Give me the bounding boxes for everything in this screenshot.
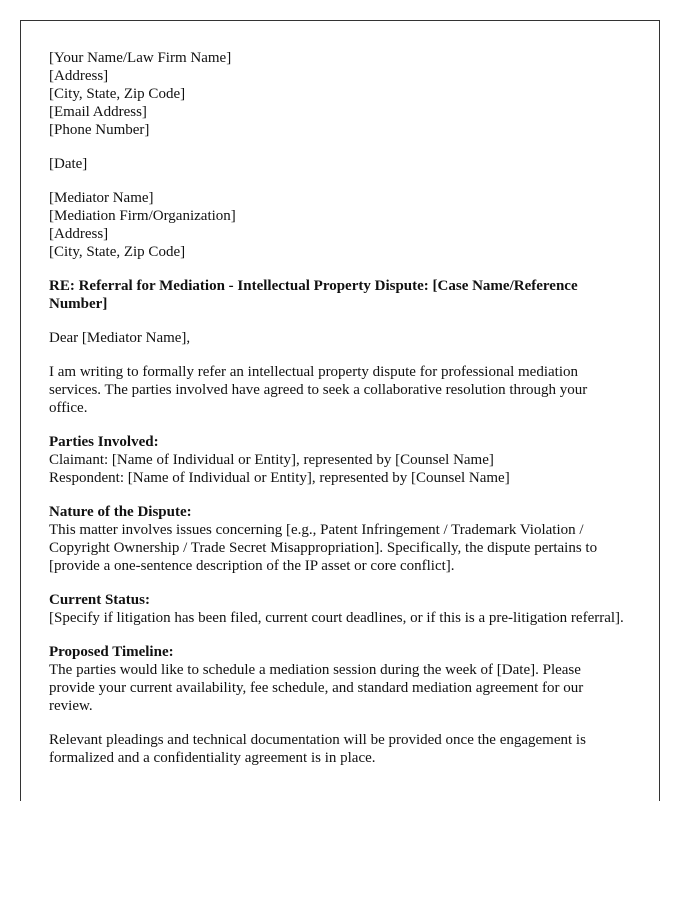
timeline-body: The parties would like to schedule a mediation session during the week of [Date]. Please provide your current availability, fee schedule, and standard mediation agreement for our review. (49, 662, 584, 714)
parties-section (49, 433, 629, 487)
intro-paragraph: I am writing to formally refer an intellectual property dispute for professional mediation services. The parties involved have agreed to seek a collaborative resolution through your office. (49, 364, 588, 416)
salutation: Dear [Mediator Name], (49, 330, 191, 346)
recipient-block (49, 189, 629, 261)
letter-content (49, 49, 629, 783)
timeline-heading: Proposed Timeline: (49, 644, 174, 660)
recipient-organization: [Mediation Firm/Organization] (49, 208, 236, 224)
subject-line: RE: Referral for Mediation - Intellectual Property Dispute: [Case Name/Reference Number] (49, 278, 578, 312)
letter-page (20, 20, 660, 801)
status-body: [Specify if litigation has been filed, current court deadlines, or if this is a pre-litigation referral]. (49, 610, 624, 626)
claimant-line: Claimant: [Name of Individual or Entity], represented by [Counsel Name] (49, 452, 494, 468)
nature-heading: Nature of the Dispute: (49, 504, 192, 520)
nature-section (49, 503, 629, 575)
recipient-address: [Address] (49, 226, 109, 242)
date-block (49, 155, 629, 173)
recipient-city-state-zip: [City, State, Zip Code] (49, 244, 186, 260)
closing-paragraph: Relevant pleadings and technical documentation will be provided once the engagement is formalized and a confidentiality agreement is in place. (49, 732, 586, 766)
sender-block (49, 49, 629, 139)
sender-phone: [Phone Number] (49, 122, 150, 138)
respondent-line: Respondent: [Name of Individual or Entity], represented by [Counsel Name] (49, 470, 510, 486)
nature-body: This matter involves issues concerning [e.g., Patent Infringement / Trademark Violation / Copyright Ownership / Trade Secret Misappropriation]. Specifically, the dispute pertains to [provide a one-sentence description of the IP asset or core conflict]. (49, 522, 598, 574)
sender-city-state-zip: [City, State, Zip Code] (49, 86, 186, 102)
timeline-section (49, 643, 629, 715)
sender-address: [Address] (49, 68, 109, 84)
status-section (49, 591, 629, 627)
status-heading: Current Status: (49, 592, 150, 608)
recipient-name: [Mediator Name] (49, 190, 154, 206)
sender-email: [Email Address] (49, 104, 147, 120)
sender-name: [Your Name/Law Firm Name] (49, 50, 232, 66)
parties-heading: Parties Involved: (49, 434, 159, 450)
letter-date: [Date] (49, 156, 88, 172)
